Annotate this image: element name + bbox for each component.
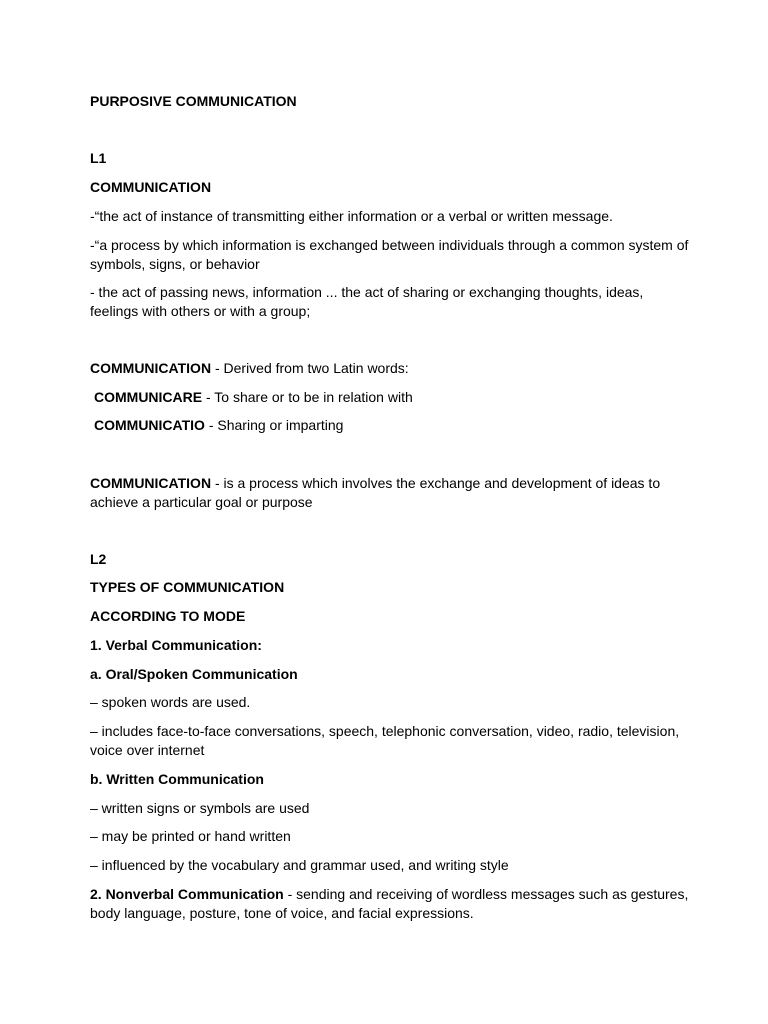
- oral-point-1: – spoken words are used.: [90, 694, 251, 710]
- definition-2: -“a process by which information is exchanged between individuals through a common system of symbols, signs, or behavior: [90, 237, 689, 272]
- lesson-label-l2: L2: [90, 551, 107, 567]
- nonverbal-term: 2. Nonverbal Communication: [90, 886, 284, 902]
- oral-heading: a. Oral/Spoken Communication: [90, 666, 298, 682]
- latin-word-1: [94, 388, 694, 407]
- process-text: - is a process which involves the exchange and development of ideas to achieve a particular goal or purpose: [90, 475, 661, 510]
- derivation-text: - Derived from two Latin words:: [211, 360, 409, 376]
- process-term: COMMUNICATION: [90, 475, 212, 491]
- verbal-heading: 1. Verbal Communication:: [90, 637, 262, 653]
- latin-word-2-text: - Sharing or imparting: [204, 417, 344, 433]
- document-title: PURPOSIVE COMMUNICATION: [90, 93, 297, 109]
- oral-point-2: – includes face-to-face conversations, speech, telephonic conversation, video, radio, television, voice over internet: [90, 723, 680, 758]
- derivation-term: COMMUNICATION: [90, 360, 212, 376]
- derivation-paragraph: [90, 359, 690, 378]
- latin-word-2: [94, 416, 694, 435]
- lesson-label-l1: L1: [90, 150, 107, 166]
- section-heading-types: TYPES OF COMMUNICATION: [90, 579, 285, 595]
- nonverbal-text: - sending and receiving of wordless messages such as gestures, body language, posture, tone of voice, and facial expressions.: [90, 886, 689, 921]
- definition-3: - the act of passing news, information ... the act of sharing or exchanging thoughts, ideas, feelings with others or with a group;: [90, 284, 644, 319]
- section-heading-communication: COMMUNICATION: [90, 179, 212, 195]
- process-paragraph: [90, 474, 690, 512]
- subheading-mode: ACCORDING TO MODE: [90, 608, 246, 624]
- latin-word-1-term: COMMUNICARE: [94, 389, 203, 405]
- written-point-2: – may be printed or hand written: [90, 828, 291, 844]
- latin-word-2-term: COMMUNICATIO: [94, 417, 205, 433]
- nonverbal-paragraph: [90, 885, 690, 923]
- written-point-3: – influenced by the vocabulary and grammar used, and writing style: [90, 857, 509, 873]
- definition-1: -“the act of instance of transmitting either information or a verbal or written message.: [90, 208, 613, 224]
- latin-word-1-text: - To share or to be in relation with: [202, 389, 413, 405]
- written-heading: b. Written Communication: [90, 771, 264, 787]
- written-point-1: – written signs or symbols are used: [90, 800, 310, 816]
